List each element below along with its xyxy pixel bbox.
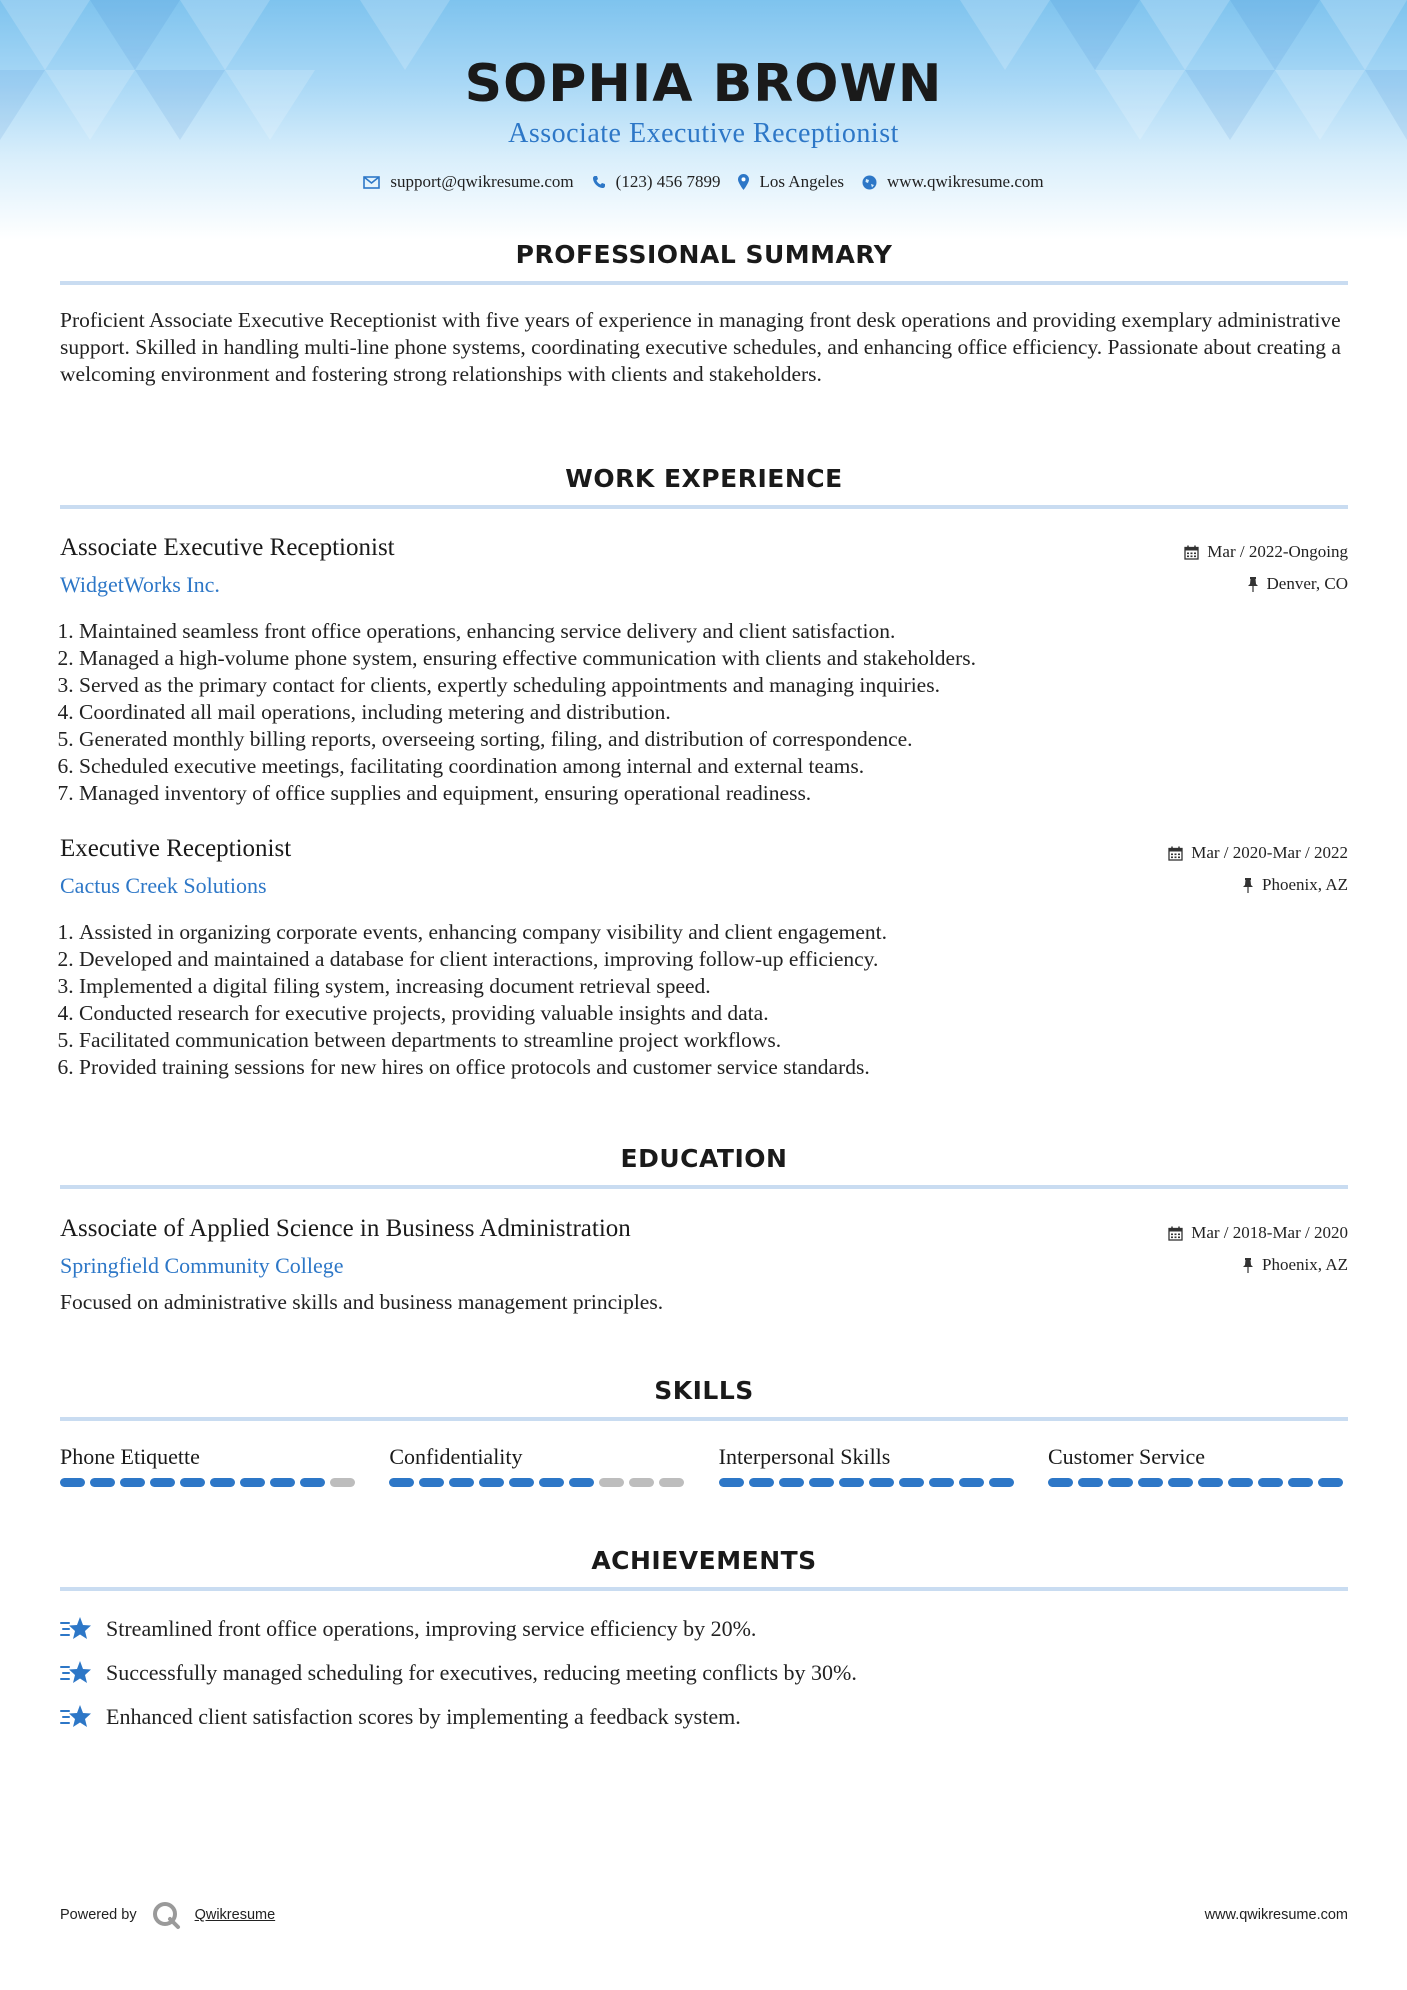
skill-dot-filled xyxy=(150,1478,175,1487)
footer-website[interactable]: www.qwikresume.com xyxy=(1204,1907,1348,1923)
job-bullets xyxy=(60,919,1348,1081)
contact-bar xyxy=(0,172,1407,192)
skill-dot-filled xyxy=(539,1478,564,1487)
candidate-title: Associate Executive Receptionist xyxy=(508,118,899,149)
summary-heading: PROFESSIONAL SUMMARY xyxy=(515,240,893,269)
shooting-star-icon xyxy=(60,1659,92,1687)
skills-list xyxy=(60,1444,1348,1487)
job-dates-text: Mar / 2022-Ongoing xyxy=(1207,542,1348,561)
skill-dot-empty xyxy=(330,1478,355,1487)
skill-level-bar xyxy=(60,1478,360,1487)
skill-dot-filled xyxy=(90,1478,115,1487)
contact-email xyxy=(363,172,573,192)
powered-by-label: Powered by xyxy=(60,1907,137,1923)
skill-dot-filled xyxy=(1078,1478,1103,1487)
achievement-text: Enhanced client satisfaction scores by implementing a feedback system. xyxy=(106,1704,741,1729)
list-item: 2. Developed and maintained a database for client interactions, improving follow-up efficiency. xyxy=(79,946,1348,973)
skill-dot-filled xyxy=(779,1478,804,1487)
skill-level-bar xyxy=(719,1478,1019,1487)
education-description: Focused on administrative skills and business management principles. xyxy=(60,1290,664,1314)
skill-dot-filled xyxy=(899,1478,924,1487)
pushpin-icon xyxy=(1247,577,1259,592)
skill-dot-filled xyxy=(1168,1478,1193,1487)
skill-name: Interpersonal Skills xyxy=(718,1444,891,1469)
list-item: 3. Implemented a digital filing system, increasing document retrieval speed. xyxy=(79,973,1348,1000)
list-item: 6. Scheduled executive meetings, facilitating coordination among internal and external teams. xyxy=(79,753,1348,780)
pushpin-icon xyxy=(1242,1258,1254,1273)
skill-dot-filled xyxy=(1138,1478,1163,1487)
skill-dot-filled xyxy=(60,1478,85,1487)
section-divider xyxy=(60,1587,1348,1591)
skill-dot-filled xyxy=(449,1478,474,1487)
achievements-heading: ACHIEVEMENTS xyxy=(591,1546,817,1575)
skill-dot-filled xyxy=(1318,1478,1343,1487)
skill-dot-filled xyxy=(1108,1478,1133,1487)
education-location xyxy=(1242,1255,1348,1275)
list-item: 5. Facilitated communication between departments to streamline project workflows. xyxy=(79,1027,1348,1054)
job-dates xyxy=(1168,843,1348,863)
skill-dot-filled xyxy=(839,1478,864,1487)
candidate-name: SOPHIA BROWN xyxy=(464,54,943,114)
list-item: 4. Conducted research for executive projects, providing valuable insights and data. xyxy=(79,1000,1348,1027)
skill-dot-filled xyxy=(1258,1478,1283,1487)
location-text: Los Angeles xyxy=(759,172,845,191)
summary-section xyxy=(60,240,1348,388)
skill-dot-filled xyxy=(180,1478,205,1487)
skill-item xyxy=(1048,1444,1348,1487)
calendar-icon xyxy=(1184,545,1199,560)
section-divider xyxy=(60,1185,1348,1189)
job-company: Cactus Creek Solutions xyxy=(60,873,267,898)
section-divider xyxy=(60,505,1348,509)
qwikresume-logo-icon xyxy=(151,1900,181,1930)
powered-by xyxy=(60,1900,275,1930)
list-item: 1. Maintained seamless front office operations, enhancing service delivery and client satisfaction. xyxy=(79,618,1348,645)
education-heading: EDUCATION xyxy=(620,1144,788,1173)
job-company: WidgetWorks Inc. xyxy=(60,572,220,597)
skill-name: Customer Service xyxy=(1047,1444,1206,1469)
achievements-section-header xyxy=(60,1546,1348,1591)
skill-dot-filled xyxy=(809,1478,834,1487)
degree-title: Associate of Applied Science in Business Administration xyxy=(60,1215,631,1242)
skill-level-bar xyxy=(389,1478,689,1487)
skill-dot-filled xyxy=(1228,1478,1253,1487)
skill-item xyxy=(719,1444,1019,1487)
calendar-icon xyxy=(1168,846,1183,861)
skill-dot-filled xyxy=(569,1478,594,1487)
job-location-text: Denver, CO xyxy=(1266,574,1348,593)
skill-name: Confidentiality xyxy=(389,1444,523,1469)
contact-phone xyxy=(592,172,721,192)
skills-heading: SKILLS xyxy=(654,1376,754,1405)
website-text[interactable]: www.qwikresume.com xyxy=(887,172,1044,191)
skills-section-header xyxy=(60,1376,1348,1421)
job-dates xyxy=(1184,542,1348,562)
achievement-item xyxy=(60,1659,1348,1687)
experience-section-header xyxy=(60,464,1348,509)
list-item: 6. Provided training sessions for new hires on office protocols and customer service standards. xyxy=(79,1054,1348,1081)
contact-location xyxy=(738,172,844,192)
skill-dot-filled xyxy=(240,1478,265,1487)
footer xyxy=(60,1900,1348,1930)
map-pin-icon xyxy=(738,174,749,190)
achievement-text: Successfully managed scheduling for executives, reducing meeting conflicts by 30%. xyxy=(106,1660,857,1685)
skill-item xyxy=(60,1444,360,1487)
contact-website xyxy=(862,172,1044,192)
skill-dot-filled xyxy=(270,1478,295,1487)
education-location-text: Phoenix, AZ xyxy=(1262,1255,1348,1274)
pushpin-icon xyxy=(1242,878,1254,893)
shooting-star-icon xyxy=(60,1703,92,1731)
globe-icon xyxy=(862,175,877,190)
skill-dot-filled xyxy=(869,1478,894,1487)
job-location-text: Phoenix, AZ xyxy=(1262,875,1348,894)
skill-dot-filled xyxy=(120,1478,145,1487)
education-section-header xyxy=(60,1144,1348,1189)
shooting-star-icon xyxy=(60,1615,92,1643)
job-entry xyxy=(60,534,1348,807)
list-item: 1. Assisted in organizing corporate events, enhancing company visibility and client engagement. xyxy=(79,919,1348,946)
envelope-icon xyxy=(363,176,380,189)
list-item: 5. Generated monthly billing reports, overseeing sorting, filing, and distribution of correspondence. xyxy=(79,726,1348,753)
skill-level-bar xyxy=(1048,1478,1348,1487)
job-location xyxy=(1242,875,1348,895)
skill-dot-empty xyxy=(599,1478,624,1487)
skill-dot-filled xyxy=(959,1478,984,1487)
skill-dot-filled xyxy=(1048,1478,1073,1487)
skill-dot-filled xyxy=(929,1478,954,1487)
skill-dot-filled xyxy=(210,1478,235,1487)
phone-icon xyxy=(592,175,606,189)
skill-dot-filled xyxy=(749,1478,774,1487)
skill-dot-filled xyxy=(1198,1478,1223,1487)
skill-dot-filled xyxy=(419,1478,444,1487)
school-name: Springfield Community College xyxy=(60,1253,344,1278)
job-title: Associate Executive Receptionist xyxy=(60,534,395,561)
job-location xyxy=(1247,574,1348,594)
list-item: 2. Managed a high-volume phone system, ensuring effective communication with clients and stakeholders. xyxy=(79,645,1348,672)
education-entry xyxy=(60,1215,1348,1316)
summary-text: Proficient Associate Executive Receptionist with five years of experience in managing front desk operations and providing exemplary administrative support. Skilled in handling multi-line phone systems, coordinating executive schedules, and enhancing office efficiency. Passionate about creating a welcoming environment and fostering strong relationships with clients and stakeholders. xyxy=(60,308,1341,386)
job-title: Executive Receptionist xyxy=(60,835,292,862)
section-divider xyxy=(60,1417,1348,1421)
skill-dot-filled xyxy=(300,1478,325,1487)
skill-dot-filled xyxy=(1288,1478,1313,1487)
achievement-text: Streamlined front office operations, improving service efficiency by 20%. xyxy=(106,1616,757,1641)
skill-item xyxy=(389,1444,689,1487)
education-dates xyxy=(1168,1223,1348,1243)
education-dates-text: Mar / 2018-Mar / 2020 xyxy=(1191,1223,1348,1242)
skill-dot-filled xyxy=(719,1478,744,1487)
calendar-icon xyxy=(1168,1226,1183,1241)
list-item: 3. Served as the primary contact for clients, expertly scheduling appointments and managing inquiries. xyxy=(79,672,1348,699)
skill-dot-empty xyxy=(629,1478,654,1487)
experience-heading: WORK EXPERIENCE xyxy=(565,464,843,493)
skill-name: Phone Etiquette xyxy=(60,1444,200,1469)
job-entry xyxy=(60,835,1348,1081)
brand-link[interactable]: Qwikresume xyxy=(194,1907,276,1923)
skill-dot-filled xyxy=(989,1478,1014,1487)
section-divider xyxy=(60,281,1348,285)
list-item: 4. Coordinated all mail operations, including metering and distribution. xyxy=(79,699,1348,726)
job-bullets xyxy=(60,618,1348,807)
skill-dot-filled xyxy=(389,1478,414,1487)
email-text[interactable]: support@qwikresume.com xyxy=(390,172,574,191)
skill-dot-filled xyxy=(479,1478,504,1487)
achievement-item xyxy=(60,1703,1348,1731)
job-dates-text: Mar / 2020-Mar / 2022 xyxy=(1191,843,1348,862)
skill-dot-empty xyxy=(659,1478,684,1487)
skill-dot-filled xyxy=(509,1478,534,1487)
list-item: 7. Managed inventory of office supplies and equipment, ensuring operational readiness. xyxy=(79,780,1348,807)
achievement-item xyxy=(60,1615,1348,1643)
phone-text: (123) 456 7899 xyxy=(615,172,721,191)
